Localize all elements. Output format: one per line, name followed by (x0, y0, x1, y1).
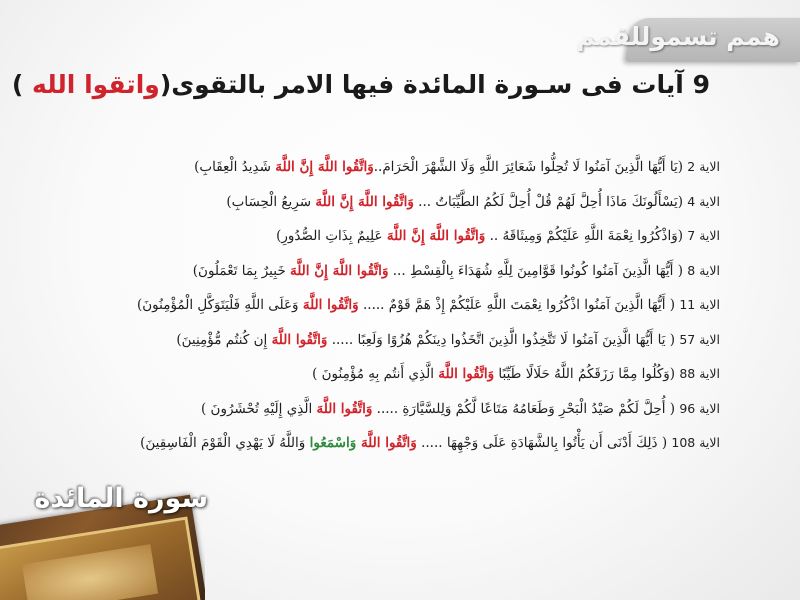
verse-label: الاية 108 (671, 435, 720, 450)
verse-text-end: الَّذِي أَنتُم بِهِ مُؤْمِنُونَ ) (312, 366, 439, 382)
verse-text: ( أُحِلَّ لَكُمْ صَيْدُ الْبَحْرِ وَطَعَامُهُ مَتَاعًا لَّكُمْ وَلِلسَّيَّارَةِ ..... (372, 400, 680, 417)
verse-text-end: وَعَلَى اللَّهِ فَلْيَتَوَكَّلِ الْمُؤْمِنُونَ) (137, 297, 303, 313)
verse-highlight-green: وَاسْمَعُوا (309, 435, 361, 451)
verse-label: الاية 8 (687, 262, 720, 278)
title-close-paren: ) (11, 70, 33, 99)
surah-name: سورة المائدة (34, 483, 208, 514)
verse-label: الاية 57 (679, 331, 720, 347)
verse-highlight: وَاتَّقُوا اللَّهَ إِنَّ اللَّهَ (275, 159, 374, 175)
verse-text-end: سَرِيعُ الْحِسَابِ) (226, 193, 316, 210)
verse-highlight: وَاتَّقُوا اللَّهَ إِنَّ اللَّهَ (386, 228, 486, 244)
verse-label: الاية 96 (679, 400, 720, 416)
verse-line (100, 219, 720, 254)
verse-highlight: وَاتَّقُوا اللَّهَ إِنَّ اللَّهَ (315, 193, 414, 210)
verse-text-end: خَبِيرٌ بِمَا تَعْمَلُونَ) (192, 262, 290, 279)
title-open-paren: ( (159, 70, 172, 99)
title-main: آيات فى سـورة المائدة فيها الامر بالتقوى (171, 70, 684, 99)
verse-text: ( ذَلِكَ أَدْنَى أَن يَأْتُوا بِالشَّهَادَةِ عَلَى وَجْهِهَا ..... (416, 435, 672, 451)
verse-text: ( أَيُّهَا الَّذِينَ آمَنُوا اذْكُرُوا نِعْمَتَ اللَّهِ عَلَيْكُمْ إِذْ هَمَّ قَوْمٌ ..... (358, 297, 680, 313)
verse-highlight: وَاتَّقُوا اللَّهَ (271, 331, 328, 348)
verse-highlight: وَاتَّقُوا اللَّهَ (316, 400, 373, 417)
verse-label: الاية 7 (687, 228, 720, 243)
verse-line (100, 150, 720, 185)
verse-line (100, 426, 720, 461)
verse-text: ( أَيُّهَا الَّذِينَ آمَنُوا كُونُوا قَوَّامِينَ لِلَّهِ شُهَدَاءَ بِالْقِسْطِ ... (388, 262, 688, 279)
title-highlight: واتقوا الله (32, 70, 160, 99)
verse-highlight: وَاتَّقُوا اللَّهَ (302, 297, 359, 313)
verse-text-end: عَلِيمٌ بِذَاتِ الصُّدُورِ) (276, 228, 387, 244)
verse-highlight: وَاتَّقُوا اللَّهَ (438, 366, 495, 382)
watermark-text: همم تسموللقمم (576, 22, 780, 51)
verse-label: الاية 88 (679, 366, 720, 381)
verse-list (100, 150, 720, 461)
page-title (11, 70, 710, 114)
verse-line (100, 323, 720, 358)
verse-text: (يَا أَيُّهَا الَّذِينَ آمَنُوا لَا تُحِلُّوا شَعَائِرَ اللَّهِ وَلَا الشَّهْرَ الْحَرَامَ.. (373, 159, 688, 175)
verse-text-end: إِن كُنتُم مُّؤْمِنِينَ) (176, 331, 272, 348)
verse-text: (يَسْأَلُونَكَ مَاذَا أُحِلَّ لَهُمْ قُلْ أُحِلَّ لَكُمُ الطَّيِّبَاتُ ... (413, 193, 688, 210)
verse-highlight: وَاتَّقُوا اللَّهَ (360, 435, 417, 451)
verse-text: (وَكُلُوا مِمَّا رَزَقَكُمُ اللَّهُ حَلَالًا طَيِّبًا (494, 366, 680, 382)
verse-line (100, 392, 720, 427)
verse-text-end: الَّذِي إِلَيْهِ تُحْشَرُونَ ) (200, 400, 317, 417)
verse-line (100, 185, 720, 220)
verse-text: (وَاذْكُرُوا نِعْمَةَ اللَّهِ عَلَيْكُمْ وَمِيثَاقَهُ .. (485, 228, 688, 244)
verse-line (100, 288, 720, 323)
title-number: 9 (692, 70, 710, 99)
verse-label: الاية 4 (687, 193, 720, 209)
verse-text-end: شَدِيدُ الْعِقَابِ) (194, 159, 276, 175)
verse-text-end: وَاللَّهُ لَا يَهْدِي الْقَوْمَ الْفَاسِقِينَ) (140, 435, 310, 451)
verse-label: الاية 11 (679, 297, 720, 312)
verse-line (100, 357, 720, 392)
verse-line (100, 254, 720, 289)
verse-label: الاية 2 (687, 159, 720, 174)
verse-highlight: وَاتَّقُوا اللَّهَ إِنَّ اللَّهَ (289, 262, 389, 279)
verse-text: ( يَا أَيُّهَا الَّذِينَ آمَنُوا لَا تَتَّخِذُوا الَّذِينَ اتَّخَذُوا دِينَكُمْ هُزُوًا وَلَعِبًا ..... (327, 331, 680, 348)
